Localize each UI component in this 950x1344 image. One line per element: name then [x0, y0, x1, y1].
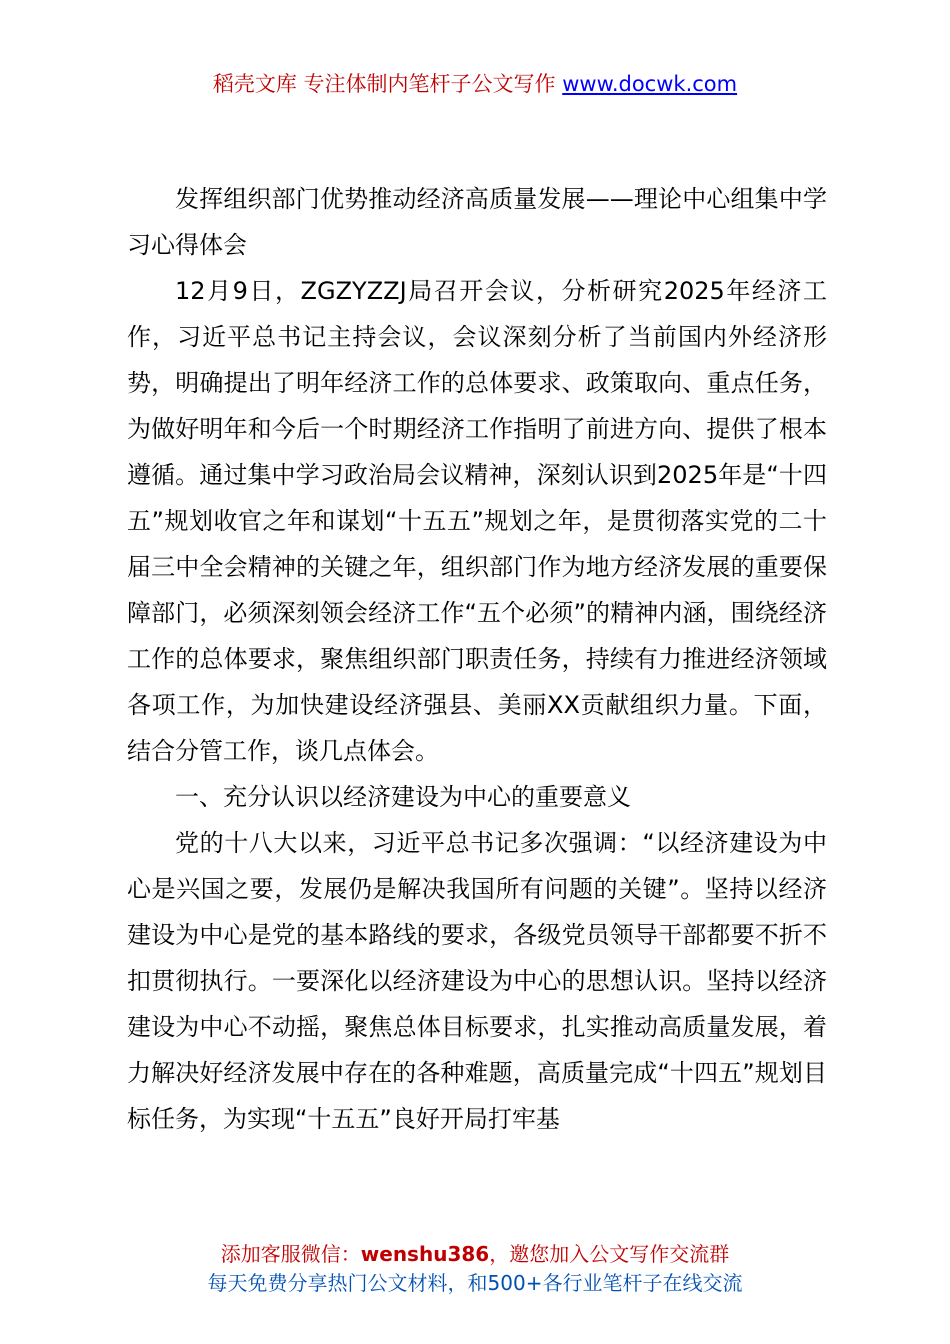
- section-heading-1: 一、充分认识以经济建设为中心的重要意义: [175, 783, 631, 811]
- footer-wechat-id: wenshu386: [360, 1242, 490, 1266]
- document-title: 发挥组织部门优势推动经济高质量发展——理论中心组集中学习心得体会: [127, 185, 827, 259]
- paragraph-section-1: 党的十八大以来，习近平总书记多次强调：“以经济建设为中心是兴国之要，发展仍是解决我国所有问题的关键”。坚持以经济建设为中心是党的基本路线的要求，各级党员领导干部都要不折不扣贯彻执行。一要深化以经济建设为中心的思想认识。坚持以经济建设为中心不动摇，聚焦总体目标要求，扎实推动高质量发展，着力解决好经济发展中存在的各种难题，高质量完成“十四五”规划目标任务，为实现“十五五”良好开局打牢基: [127, 829, 827, 1133]
- document-body: [127, 176, 827, 1142]
- page-footer: [0, 1240, 950, 1298]
- footer-promo-line: 每天免费分享热门公文材料，和500+各行业笔杆子在线交流: [207, 1271, 743, 1295]
- page-header: [0, 70, 950, 98]
- paragraph-intro: 12月9日，ZGZYZZJ局召开会议，分析研究2025年经济工作，习近平总书记主持会议，会议深刻分析了当前国内外经济形势，明确提出了明年经济工作的总体要求、政策取向、重点任务，为做好明年和今后一个时期经济工作指明了前进方向、提供了根本遵循。通过集中学习政治局会议精神，深刻认识到2025年是“十四五”规划收官之年和谋划“十五五”规划之年，是贯彻落实党的二十届三中全会精神的关键之年，组织部门作为地方经济发展的重要保障部门，必须深刻领会经济工作“五个必须”的精神内涵，围绕经济工作的总体要求，聚焦组织部门职责任务，持续有力推进经济领域各项工作，为加快建设经济强县、美丽XX贡献组织力量。下面，结合分管工作，谈几点体会。: [127, 277, 827, 765]
- footer-contact-line: [0, 1240, 950, 1269]
- footer-contact-prefix: 添加客服微信：: [220, 1242, 361, 1266]
- header-website-link[interactable]: www.docwk.com: [562, 72, 738, 96]
- header-brand-text: 稻壳文库 专注体制内笔杆子公文写作: [212, 72, 563, 96]
- footer-contact-suffix: ，邀您加入公文写作交流群: [489, 1242, 730, 1266]
